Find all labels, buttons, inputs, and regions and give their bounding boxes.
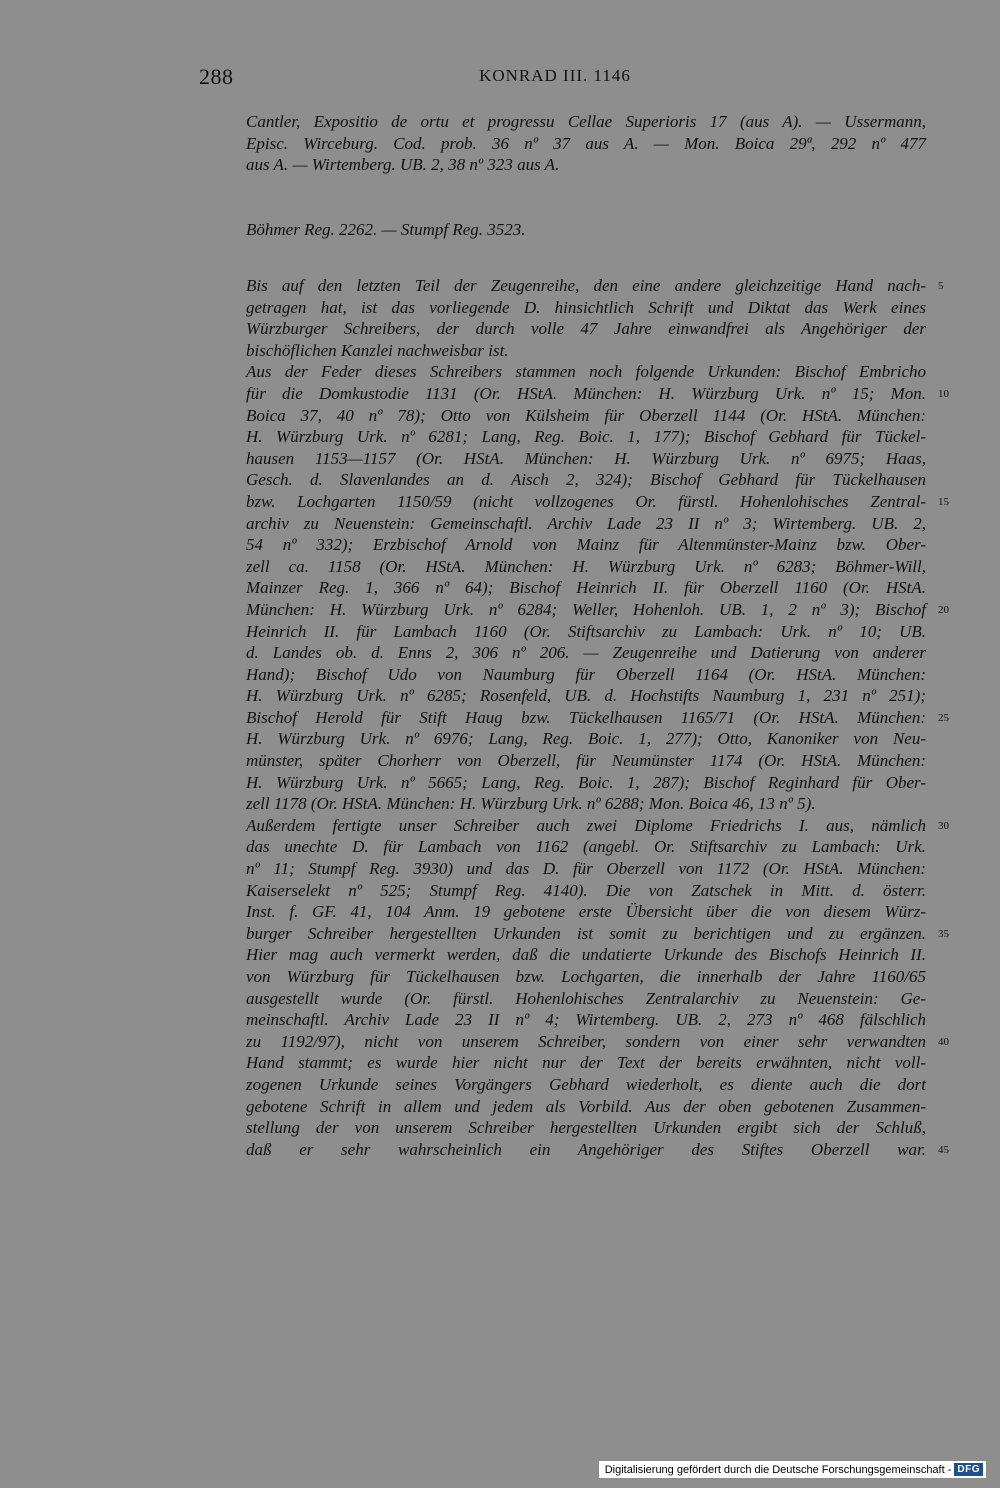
commentary-line: d. Landes ob. d. Enns 2, 306 nº 206. — Zeugenreihe und Datierung von anderer [246, 643, 926, 663]
commentary-text [246, 275, 926, 1160]
commentary-line: Aus der Feder dieses Schreibers stammen noch folgende Urkunden: Bischof Embricho [246, 362, 926, 382]
commentary-line: zu 1192/97), nicht von unserem Schreiber, sondern von einer sehr verwandten [246, 1031, 926, 1051]
commentary-line: münster, später Chorherr von Oberzell, für Neumünster 1174 (Or. HStA. München: [246, 751, 926, 771]
commentary-line: nº 11; Stumpf Reg. 3930) und das D. für Oberzell von 1172 (Or. HStA. München: [246, 859, 926, 879]
regesta-line: Böhmer Reg. 2262. — Stumpf Reg. 3523. [246, 220, 526, 239]
commentary-line: daß er sehr wahrscheinlich ein Angehöriger des Stiftes Oberzell war. [246, 1139, 926, 1159]
commentary-line: Mainzer Reg. 1, 366 nº 64); Bischof Heinrich II. für Oberzell 1160 (Or. HStA. [246, 578, 926, 598]
commentary-line: Bis auf den letzten Teil der Zeugenreihe, den eine andere gleichzeitige Hand nach- [246, 276, 926, 295]
commentary-line: zell 1178 (Or. HStA. München: H. Würzburg Urk. nº 6288; Mon. Boica 46, 13 nº 5). [246, 794, 816, 814]
footer-text: Digitalisierung gefördert durch die Deutsche Forschungsgemeinschaft - [604, 1463, 952, 1476]
margin-line-number: 45 [938, 1144, 949, 1156]
margin-line-number: 25 [938, 712, 949, 724]
commentary-line: bischöflichen Kanzlei nachweisbar ist. [246, 340, 509, 360]
running-title: KONRAD III. 1146 [479, 66, 631, 85]
commentary-line: das unechte D. für Lambach von 1162 (angebl. Or. Stiftsarchiv zu Lambach: Urk. [246, 837, 926, 857]
margin-line-number: 15 [938, 496, 949, 508]
commentary-line: zell ca. 1158 (Or. HStA. München: H. Würzburg Urk. nº 6283; Böhmer-Will, [246, 556, 926, 576]
page-number: 288 [199, 64, 234, 89]
dfg-logo: DFG [954, 1463, 983, 1476]
sources-paragraph [246, 111, 926, 176]
commentary-line: Außerdem fertigte unser Schreiber auch zwei Diplome Friedrichs I. aus, nämlich [246, 815, 926, 835]
commentary-line: Inst. f. GF. 41, 104 Anm. 19 gebotene erste Übersicht über die von diesem Würz- [246, 902, 926, 922]
margin-line-number: 35 [938, 928, 949, 940]
commentary-line: Heinrich II. für Lambach 1160 (Or. Stiftsarchiv zu Lambach: Urk. nº 10; UB. [246, 621, 926, 641]
margin-line-number: 30 [938, 820, 949, 832]
commentary-line: Bischof Herold für Stift Haug bzw. Tückelhausen 1165/71 (Or. HStA. München: [246, 707, 926, 727]
commentary-line: Hand); Bischof Udo von Naumburg für Oberzell 1164 (Or. HStA. München: [246, 664, 926, 684]
sources-line: Cantler, Expositio de ortu et progressu Cellae Superioris 17 (aus A). — Ussermann, [246, 112, 926, 131]
sources-line: aus A. — Wirtemberg. UB. 2, 38 nº 323 aus A. [246, 155, 560, 175]
commentary-line: meinschaftl. Archiv Lade 23 II nº 4; Wirtemberg. UB. 2, 273 nº 468 fälschlich [246, 1010, 926, 1030]
regesta-paragraph [246, 219, 926, 241]
commentary-line: burger Schreiber hergestellten Urkunden ist somit zu berichtigen und zu ergänzen. [246, 923, 926, 943]
commentary-line: Gesch. d. Slavenlandes an d. Aisch 2, 324); Bischof Gebhard für Tückelhausen [246, 470, 926, 490]
commentary-line: Boica 37, 40 nº 78); Otto von Külsheim für Oberzell 1144 (Or. HStA. München: [246, 405, 926, 425]
dfg-footer [599, 1461, 986, 1478]
commentary-line: archiv zu Neuenstein: Gemeinschaftl. Archiv Lade 23 II nº 3; Wirtemberg. UB. 2, [246, 513, 926, 533]
commentary-line: für die Domkustodie 1131 (Or. HStA. München: H. Würzburg Urk. nº 15; Mon. [246, 383, 926, 403]
commentary-line: Hand stammt; es wurde hier nicht nur der Text der bereits erwähnten, nicht voll- [246, 1053, 926, 1073]
commentary-line: hausen 1153—1157 (Or. HStA. München: H. Würzburg Urk. nº 6975; Haas, [246, 448, 926, 468]
commentary-line: München: H. Würzburg Urk. nº 6284; Weller, Hohenloh. UB. 1, 2 nº 3); Bischof [246, 599, 926, 619]
commentary-line: von Würzburg für Tückelhausen bzw. Lochgarten, die innerhalb der Jahre 1160/65 [246, 967, 926, 986]
margin-line-number: 5 [938, 280, 944, 292]
commentary-line: zogenen Urkunde seines Vorgängers Gebhard wiederholt, es diente auch die dort [246, 1074, 926, 1094]
commentary-line: H. Würzburg Urk. nº 6976; Lang, Reg. Boic. 1, 277); Otto, Kanoniker von Neu- [246, 729, 926, 749]
commentary-line: stellung der von unserem Schreiber hergestellten Urkunden ergibt sich der Schluß, [246, 1118, 926, 1138]
commentary-line: Hier mag auch vermerkt werden, daß die undatierte Urkunde des Bischofs Heinrich II. [246, 945, 926, 965]
commentary-line: H. Würzburg Urk. nº 6281; Lang, Reg. Boic. 1, 177); Bischof Gebhard für Tückel- [246, 427, 926, 447]
commentary-line: Würzburger Schreibers, der durch volle 47 Jahre einwandfrei als Angehöriger der [246, 319, 926, 339]
commentary-line: 54 nº 332); Erzbischof Arnold von Mainz für Altenmünster-Mainz bzw. Ober- [246, 535, 926, 555]
commentary-line: bzw. Lochgarten 1150/59 (nicht vollzogenes Or. fürstl. Hohenlohisches Zentral- [246, 491, 926, 511]
margin-line-number: 40 [938, 1036, 949, 1048]
commentary-line: H. Würzburg Urk. nº 6285; Rosenfeld, UB. d. Hochstifts Naumburg 1, 231 nº 251); [246, 686, 926, 706]
margin-line-number: 10 [938, 388, 949, 400]
commentary-line: ausgestellt wurde (Or. fürstl. Hohenlohisches Zentralarchiv zu Neuenstein: Ge- [246, 988, 926, 1008]
commentary-line: H. Würzburg Urk. nº 5665; Lang, Reg. Boic. 1, 287); Bischof Reginhard für Ober- [246, 772, 926, 792]
sources-line: Episc. Wirceburg. Cod. prob. 36 nº 37 aus A. — Mon. Boica 29ª, 292 nº 477 [246, 133, 926, 153]
margin-line-number: 20 [938, 604, 949, 616]
commentary-line: Kaiserselekt nº 525; Stumpf Reg. 4140). Die von Zatschek in Mitt. d. österr. [246, 880, 926, 900]
commentary-line: gebotene Schrift in allem und jedem als Vorbild. Aus der oben gebotenen Zusammen- [246, 1096, 926, 1116]
commentary-line: getragen hat, ist das vorliegende D. hinsichtlich Schrift und Diktat das Werk eines [246, 297, 926, 317]
